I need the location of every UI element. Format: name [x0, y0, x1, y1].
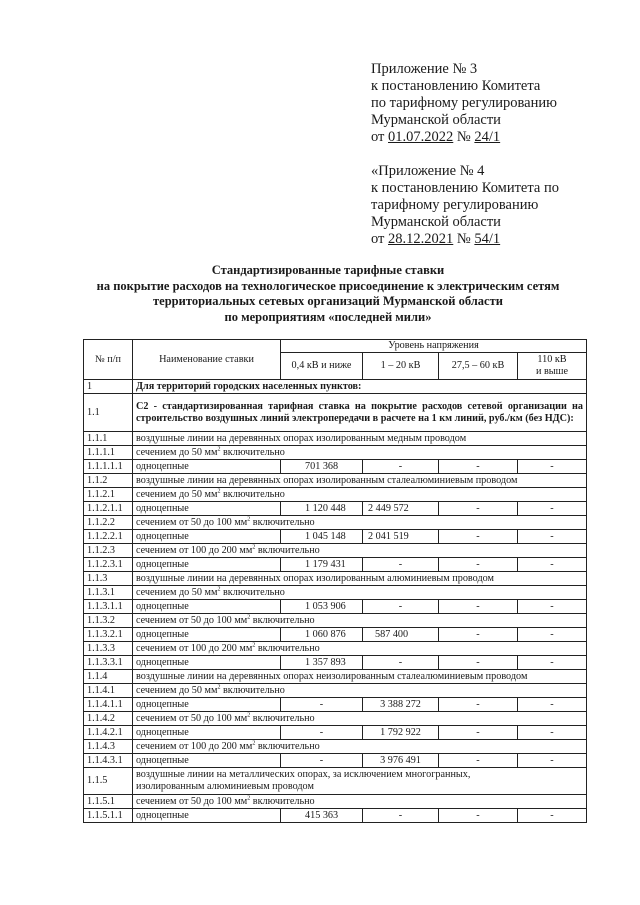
row-num: 1.1.4.2 [84, 712, 133, 726]
appendix-4-line4: Мурманской области [371, 214, 501, 230]
appendix-3-block [371, 61, 557, 146]
row-num: 1.1.2.2.1 [84, 530, 133, 544]
table-row [84, 460, 587, 474]
appendix-4-number: 54/1 [474, 231, 501, 247]
table-row [84, 740, 587, 754]
appendix-3-line1: Приложение № 3 [371, 61, 478, 77]
row-num: 1.1.3.1 [84, 586, 133, 600]
row-num: 1.1.3.3 [84, 642, 133, 656]
value-v4: - [518, 809, 587, 823]
cross-section-text: сечением от 50 до 100 мм [136, 614, 248, 626]
cross-section-suffix: включительно [220, 586, 285, 598]
value-v1: - [281, 698, 363, 712]
table-row [84, 432, 587, 446]
table-row [84, 558, 587, 572]
cross-section-suffix: включительно [220, 684, 285, 696]
appendix-4-line1: «Приложение № 4 [371, 163, 485, 179]
value-v3: - [439, 726, 518, 740]
table-row [84, 809, 587, 823]
row-text [133, 544, 587, 558]
superscript: 2 [247, 712, 251, 719]
table-row [84, 670, 587, 684]
row-name: одноцепные [133, 628, 281, 642]
appendix-4-date: 28.12.2021 [388, 231, 454, 247]
cross-section-text: сечением до 50 мм [136, 446, 218, 458]
appendix-3-line4: Мурманской области [371, 112, 501, 128]
cross-section-text: сечением от 50 до 100 мм [136, 712, 248, 724]
table-row [84, 516, 587, 530]
cross-section-suffix: включительно [250, 795, 315, 807]
table-row [84, 446, 587, 460]
value-v2: - [363, 460, 439, 474]
value-v2: - [363, 600, 439, 614]
value-v2: 1 792 922 [363, 726, 439, 740]
superscript: 2 [252, 642, 256, 649]
cross-section-suffix: включительно [250, 614, 315, 626]
header-name: Наименование ставки [133, 340, 281, 380]
row-text [133, 488, 587, 502]
row-text [133, 740, 587, 754]
table-row [84, 488, 587, 502]
title-line1: Стандартизированные тарифные ставки [211, 263, 445, 277]
value-v2: - [363, 809, 439, 823]
row-text [133, 684, 587, 698]
value-v1: 1 179 431 [281, 558, 363, 572]
value-v3: - [439, 600, 518, 614]
title-line3: территориальных сетевых организаций Мурманской области [153, 294, 503, 309]
appendix-4-line3: тарифному регулированию [371, 197, 539, 213]
appendix-4-block [371, 163, 559, 248]
superscript: 2 [217, 446, 221, 453]
header-v4 [518, 353, 587, 380]
row-name: одноцепные [133, 809, 281, 823]
row-num: 1.1.5.1 [84, 795, 133, 809]
appendix-3-number: 24/1 [474, 129, 501, 145]
superscript: 2 [252, 740, 256, 747]
value-v3: - [439, 656, 518, 670]
cross-section-text: сечением от 50 до 100 мм [136, 795, 248, 807]
superscript: 2 [217, 586, 221, 593]
value-v4: - [518, 754, 587, 768]
cross-section-text: сечением от 100 до 200 мм [136, 740, 253, 752]
row-text: воздушные линии на деревянных опорах изолированным медным проводом [133, 432, 587, 446]
row-num: 1.1.4.3 [84, 740, 133, 754]
row-num: 1.1.1.1 [84, 446, 133, 460]
value-v4: - [518, 502, 587, 516]
header-v4-line1: 110 кВ [537, 354, 567, 365]
value-v1: 1 120 448 [281, 502, 363, 516]
row-num: 1.1.3.3.1 [84, 656, 133, 670]
row-name: одноцепные [133, 698, 281, 712]
header-v2: 1 – 20 кВ [363, 353, 439, 380]
row-text-line2: изолированным алюминиевым проводом [136, 781, 314, 792]
row-num: 1.1.2.3 [84, 544, 133, 558]
row-num: 1.1.2.2 [84, 516, 133, 530]
value-v4: - [518, 600, 587, 614]
header-v1: 0,4 кВ и ниже [281, 353, 363, 380]
row-num: 1.1.5 [84, 768, 133, 795]
row-text [133, 642, 587, 656]
value-v4: - [518, 558, 587, 572]
row-name: одноцепные [133, 726, 281, 740]
row-num: 1.1 [84, 394, 133, 432]
row-num: 1.1.2.1 [84, 488, 133, 502]
row-text: воздушные линии на деревянных опорах изолированным алюминиевым проводом [133, 572, 587, 586]
value-v2: 587 400 [363, 628, 439, 642]
cross-section-text: сечением от 100 до 200 мм [136, 544, 253, 556]
table-row [84, 394, 587, 432]
value-v2: - [363, 656, 439, 670]
table-row [84, 726, 587, 740]
row-text: воздушные линии на деревянных опорах неизолированным сталеалюминиевым проводом [133, 670, 587, 684]
table-row [84, 502, 587, 516]
row-text [133, 614, 587, 628]
table-row [84, 586, 587, 600]
row-num: 1.1.3 [84, 572, 133, 586]
appendix-4-line2: к постановлению Комитета по [371, 180, 559, 196]
value-v4: - [518, 460, 587, 474]
row-num: 1.1.2.1.1 [84, 502, 133, 516]
row-text [133, 516, 587, 530]
row-num: 1.1.3.2 [84, 614, 133, 628]
cross-section-suffix: включительно [255, 642, 320, 654]
row-num: 1.1.2 [84, 474, 133, 488]
table-row [84, 614, 587, 628]
superscript: 2 [247, 614, 251, 621]
superscript: 2 [247, 795, 251, 802]
appendix-4-from: от [371, 231, 385, 247]
row-name: одноцепные [133, 558, 281, 572]
value-v2: 2 449 572 [363, 502, 439, 516]
cross-section-text: сечением от 50 до 100 мм [136, 516, 248, 528]
value-v4: - [518, 628, 587, 642]
value-v4: - [518, 656, 587, 670]
row-num: 1.1.4.1.1 [84, 698, 133, 712]
appendix-3-num-sign: № [456, 129, 471, 145]
appendix-4-date-line [371, 231, 559, 248]
row-name: одноцепные [133, 600, 281, 614]
cross-section-suffix: включительно [255, 740, 320, 752]
value-v3: - [439, 754, 518, 768]
appendix-3-line2: к постановлению Комитета [371, 78, 541, 94]
value-v3: - [439, 628, 518, 642]
cross-section-suffix: включительно [250, 516, 315, 528]
value-v2: 2 041 519 [363, 530, 439, 544]
row-text [133, 795, 587, 809]
value-v1: 701 368 [281, 460, 363, 474]
row-name: одноцепные [133, 656, 281, 670]
row-name: одноцепные [133, 530, 281, 544]
table-header-row [84, 340, 587, 353]
document-title [60, 263, 596, 325]
cross-section-suffix: включительно [220, 446, 285, 458]
row-num: 1.1.4 [84, 670, 133, 684]
table-row [84, 600, 587, 614]
cross-section-text: сечением от 100 до 200 мм [136, 642, 253, 654]
table-row [84, 572, 587, 586]
value-v1: 1 053 906 [281, 600, 363, 614]
row-num: 1.1.1 [84, 432, 133, 446]
row-num: 1.1.4.2.1 [84, 726, 133, 740]
row-name: одноцепные [133, 754, 281, 768]
value-v3: - [439, 809, 518, 823]
value-v1: 1 060 876 [281, 628, 363, 642]
appendix-3-date: 01.07.2022 [388, 129, 454, 145]
value-v4: - [518, 530, 587, 544]
title-line2: на покрытие расходов на технологическое присоединение к электрическим сетям [96, 278, 560, 293]
value-v3: - [439, 558, 518, 572]
row-num: 1.1.3.1.1 [84, 600, 133, 614]
appendix-4-num-sign: № [456, 231, 471, 247]
table-row [84, 684, 587, 698]
table-row [84, 530, 587, 544]
row-num: 1.1.1.1.1 [84, 460, 133, 474]
header-num: № п/п [84, 340, 133, 380]
tariff-rates-table [83, 339, 587, 823]
table-row [84, 628, 587, 642]
table-row [84, 642, 587, 656]
row-num: 1.1.4.3.1 [84, 754, 133, 768]
table-row [84, 768, 587, 795]
table-row [84, 754, 587, 768]
appendix-3-from: от [371, 129, 385, 145]
superscript: 2 [217, 684, 221, 691]
cross-section-suffix: включительно [220, 488, 285, 500]
row-num: 1 [84, 380, 133, 394]
superscript: 2 [252, 544, 256, 551]
value-v1: 1 045 148 [281, 530, 363, 544]
superscript: 2 [247, 516, 251, 523]
table-row [84, 698, 587, 712]
value-v2: 3 976 491 [363, 754, 439, 768]
row-name: одноцепные [133, 502, 281, 516]
cross-section-suffix: включительно [250, 712, 315, 724]
table-row [84, 712, 587, 726]
value-v3: - [439, 530, 518, 544]
value-v4: - [518, 726, 587, 740]
row-text: С2 - стандартизированная тарифная ставка на покрытие расходов сетевой организации на строительство воздушных линий электропередачи в расчете на 1 км линий, руб./км (без НДС): [133, 394, 587, 432]
row-num: 1.1.5.1.1 [84, 809, 133, 823]
cross-section-text: сечением до 50 мм [136, 488, 218, 500]
cross-section-text: сечением до 50 мм [136, 684, 218, 696]
superscript: 2 [217, 488, 221, 495]
header-v4-line2: и выше [535, 366, 569, 377]
table-row [84, 544, 587, 558]
row-text [133, 712, 587, 726]
table-row [84, 795, 587, 809]
appendix-3-date-line [371, 129, 557, 146]
table-row [84, 474, 587, 488]
value-v1: - [281, 754, 363, 768]
table-row [84, 380, 587, 394]
value-v2: - [363, 558, 439, 572]
title-line4: по мероприятиям «последней мили» [224, 309, 432, 324]
row-name: одноцепные [133, 460, 281, 474]
row-text [133, 768, 587, 795]
row-text-line1: воздушные линии на металлических опорах, за исключением многогранных, [136, 769, 471, 780]
row-num: 1.1.3.2.1 [84, 628, 133, 642]
value-v3: - [439, 502, 518, 516]
value-v2: 3 388 272 [363, 698, 439, 712]
row-text: Для территорий городских населенных пунктов: [133, 380, 587, 394]
row-text: воздушные линии на деревянных опорах изолированным сталеалюминиевым проводом [133, 474, 587, 488]
row-text [133, 586, 587, 600]
value-v3: - [439, 460, 518, 474]
value-v1: - [281, 726, 363, 740]
header-voltage-level: Уровень напряжения [281, 340, 587, 353]
value-v4: - [518, 698, 587, 712]
value-v1: 415 363 [281, 809, 363, 823]
appendix-3-line3: по тарифному регулированию [371, 95, 557, 111]
cross-section-text: сечением до 50 мм [136, 586, 218, 598]
cross-section-suffix: включительно [255, 544, 320, 556]
header-v3: 27,5 – 60 кВ [439, 353, 518, 380]
row-num: 1.1.4.1 [84, 684, 133, 698]
row-text [133, 446, 587, 460]
value-v1: 1 357 893 [281, 656, 363, 670]
row-num: 1.1.2.3.1 [84, 558, 133, 572]
table-row [84, 656, 587, 670]
value-v3: - [439, 698, 518, 712]
